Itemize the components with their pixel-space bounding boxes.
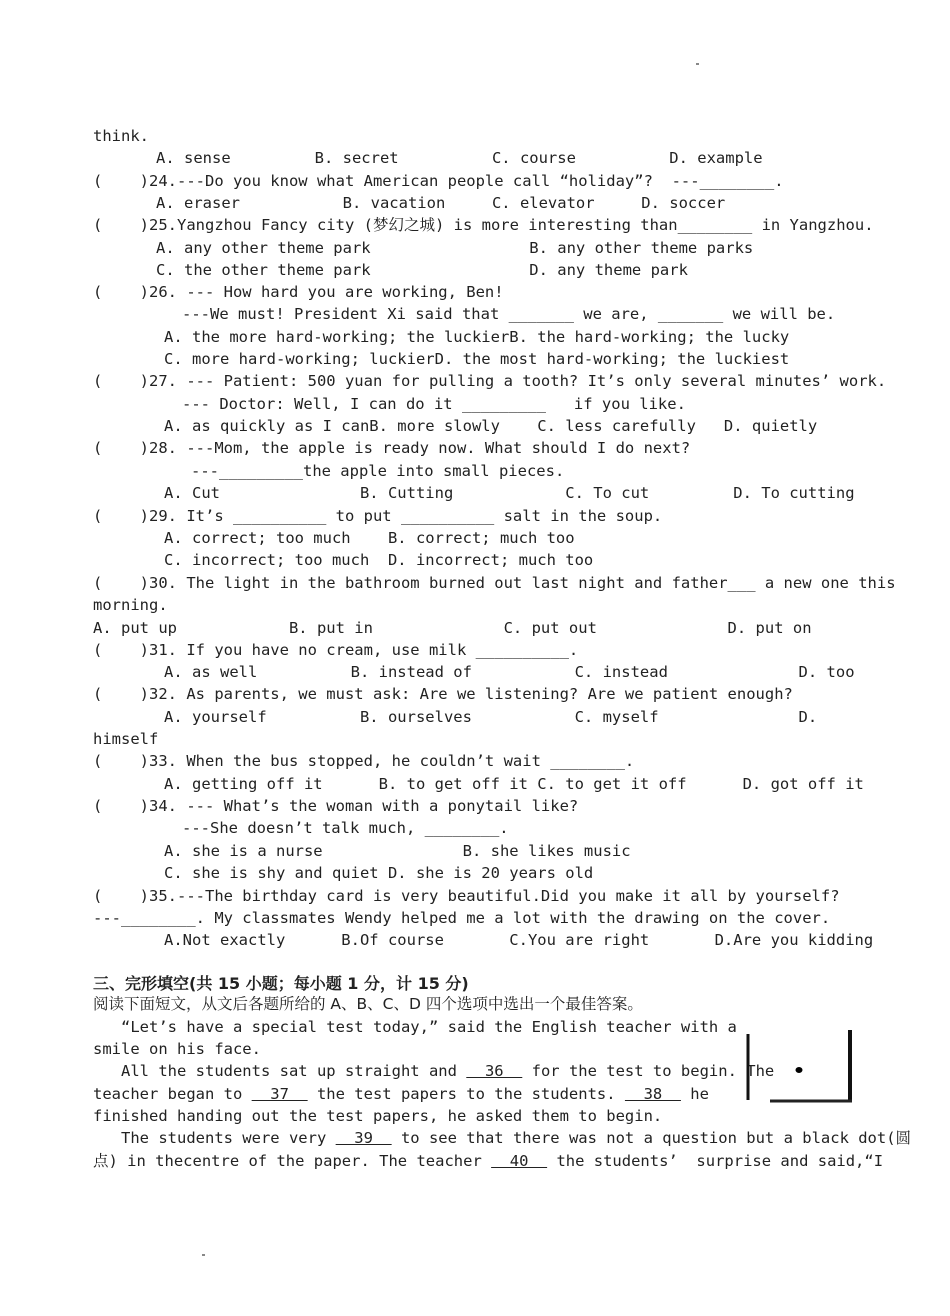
passage-text: the test papers to the students. xyxy=(307,1085,625,1103)
passage-line xyxy=(93,1061,774,1081)
cloze-blank-38: 38 xyxy=(624,1085,681,1103)
option-line: A. put up B. put in C. put out D. put on xyxy=(93,619,812,637)
option-line: A. she is a nurse B. she likes music xyxy=(164,842,631,860)
passage-line: finished handing out the test papers, he asked them to begin. xyxy=(93,1107,663,1125)
option-line: A. sense B. secret C. course D. example xyxy=(156,149,763,167)
question-34: ( )34. --- What’s the woman with a ponytail like? xyxy=(93,797,579,815)
option-line: A. eraser B. vacation C. elevator D. soccer xyxy=(156,194,726,212)
passage-line xyxy=(93,1151,883,1171)
page-mark-bottom xyxy=(202,1254,205,1256)
option-line: A. Cut B. Cutting C. To cut D. To cutting xyxy=(164,484,855,502)
question-30: ( )30. The light in the bathroom burned out last night and father___ a new one this xyxy=(93,574,896,592)
question-27: ( )27. --- Patient: 500 yuan for pulling a tooth? It’s only several minutes’ work. xyxy=(93,372,887,390)
question-26: ( )26. --- How hard you are working, Ben! xyxy=(93,283,504,301)
option-line: A. as quickly as I canB. more slowly C. less carefully D. quietly xyxy=(164,417,818,435)
section-instruction: 阅读下面短文，从文后各题所给的 A、B、C、D 四个选项中选出一个最佳答案。 xyxy=(93,995,643,1013)
cloze-blank-40: 40 xyxy=(491,1152,548,1170)
question-line: ---She doesn’t talk much, ________. xyxy=(182,819,509,837)
option-line: himself xyxy=(93,730,159,748)
passage-text: for the test to begin. The xyxy=(522,1062,775,1080)
option-line: A. the more hard-working; the luckierB. the hard-working; the lucky xyxy=(164,328,790,346)
option-line: A. as well B. instead of C. instead D. too xyxy=(164,663,855,681)
question-24: ( )24.---Do you know what American people call “holiday”? ---________. xyxy=(93,172,784,190)
passage-line: “Let’s have a special test today,” said the English teacher with a xyxy=(93,1018,737,1036)
question-25: ( )25.Yangzhou Fancy city (梦幻之城) is more interesting than________ in Yangzhou. xyxy=(93,216,874,234)
option-line: C. more hard-working; luckierD. the most hard-working; the luckiest xyxy=(164,350,790,368)
option-line: C. the other theme park D. any theme park xyxy=(156,261,688,279)
question-line: ---________. My classmates Wendy helped me a lot with the drawing on the cover. xyxy=(93,909,831,927)
passage-line: smile on his face. xyxy=(93,1040,261,1058)
passage-text: The students were very xyxy=(93,1129,336,1147)
passage-line xyxy=(93,1128,911,1148)
passage-text: All the students sat up straight and xyxy=(93,1062,467,1080)
passage-text: 点) in thecentre of the paper. The teacher xyxy=(93,1152,492,1170)
black-dot xyxy=(796,1067,803,1073)
question-35: ( )35.---The birthday card is very beautiful.Did you make it all by yourself? xyxy=(93,887,840,905)
option-line: A. yourself B. ourselves C. myself D. xyxy=(164,708,818,726)
option-line: C. incorrect; too much D. incorrect; much too xyxy=(164,551,594,569)
cloze-blank-39: 39 xyxy=(335,1129,392,1147)
question-line: ---_________the apple into small pieces. xyxy=(191,462,565,480)
passage-text: the students’ surprise and said,“I xyxy=(547,1152,884,1170)
page-mark-top xyxy=(696,63,699,65)
question-line: think. xyxy=(93,127,149,145)
question-line: --- Doctor: Well, I can do it _________ if you like. xyxy=(182,395,686,413)
option-line: A. any other theme park B. any other theme parks xyxy=(156,239,754,257)
option-line: A. getting off it B. to get off it C. to get it off D. got off it xyxy=(164,775,864,793)
question-line: morning. xyxy=(93,596,168,614)
black-dot-paper-figure xyxy=(740,1028,856,1106)
passage-line xyxy=(93,1084,709,1104)
option-line: A. correct; too much B. correct; much too xyxy=(164,529,575,547)
question-33: ( )33. When the bus stopped, he couldn’t wait ________. xyxy=(93,752,635,770)
cloze-blank-36: 36 xyxy=(466,1062,523,1080)
cloze-blank-37: 37 xyxy=(251,1085,308,1103)
option-line: A.Not exactly B.Of course C.You are right D.Are you kidding xyxy=(164,931,874,949)
passage-text: to see that there was not a question but a black dot(圆 xyxy=(391,1129,912,1147)
section-heading: 三、完形填空(共 15 小题；每小题 1 分，计 15 分) xyxy=(93,974,469,993)
passage-text: teacher began to xyxy=(93,1085,252,1103)
question-29: ( )29. It’s __________ to put __________ salt in the soup. xyxy=(93,507,663,525)
passage-text: he xyxy=(680,1085,709,1103)
question-32: ( )32. As parents, we must ask: Are we listening? Are we patient enough? xyxy=(93,685,793,703)
question-line: ---We must! President Xi said that _______ we are, _______ we will be. xyxy=(182,305,836,323)
question-28: ( )28. ---Mom, the apple is ready now. What should I do next? xyxy=(93,439,691,457)
option-line: C. she is shy and quiet D. she is 20 years old xyxy=(164,864,594,882)
question-31: ( )31. If you have no cream, use milk __________. xyxy=(93,641,579,659)
